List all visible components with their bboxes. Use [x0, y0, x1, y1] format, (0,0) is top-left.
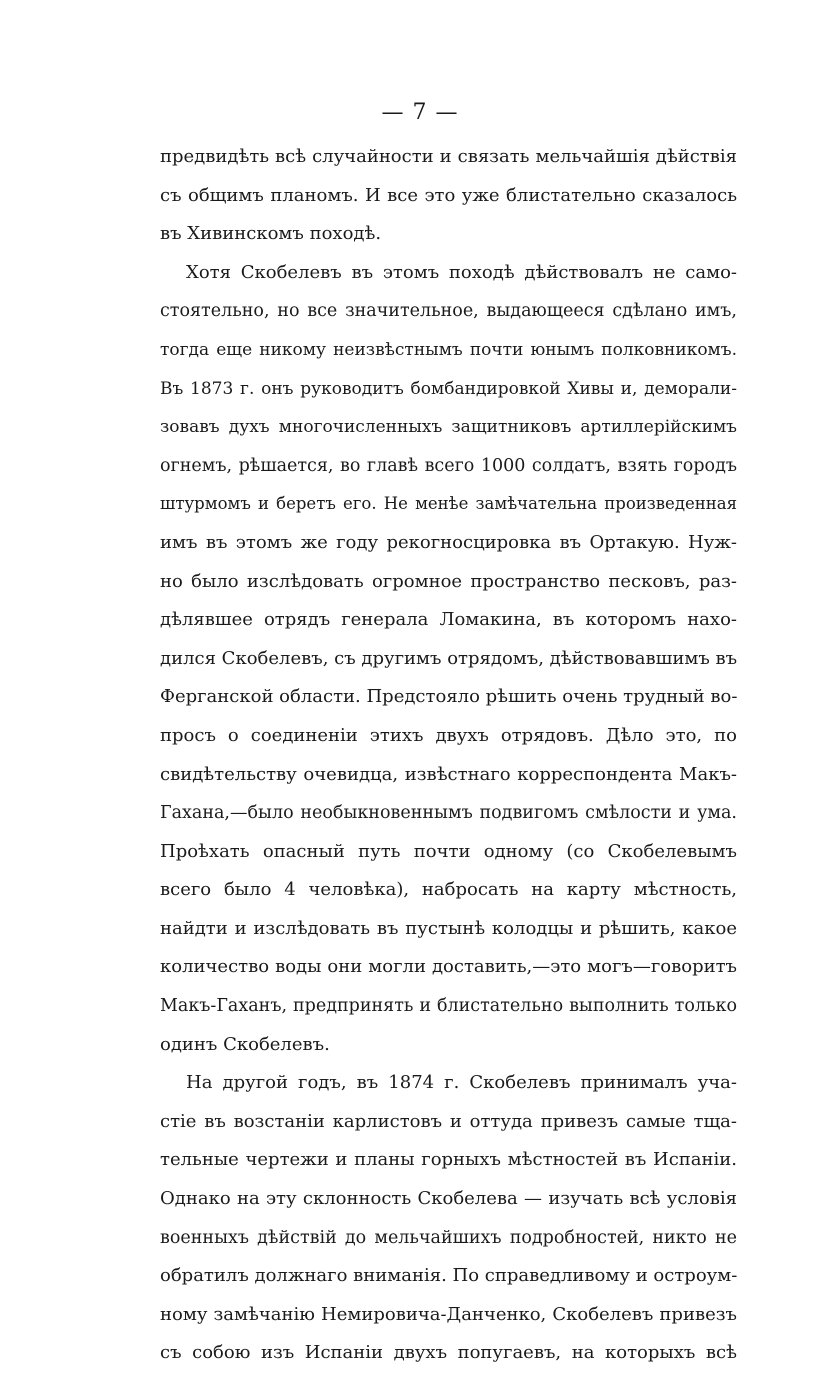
text-line: Макъ-Гаханъ, предпринять и блистательно выполнить только: [160, 996, 737, 1017]
text-line: свидѣтельству очевидца, извѣстнаго корреспондента Макъ-: [160, 763, 737, 785]
text-line: огнемъ, рѣшается, во главѣ всего 1000 солдатъ, взять городъ: [160, 455, 737, 476]
text-line: Гахана,—было необыкновеннымъ подвигомъ смѣлости и ума.: [160, 803, 737, 824]
text-line: дѣлявшее отрядъ генерала Ломакина, въ которомъ нахо-: [160, 609, 737, 631]
text-line: имъ въ этомъ же году рекогносцировка въ Ортакую. Нуж-: [160, 531, 737, 553]
text-line: стоятельно, но все значительное, выдающееся сдѣлано имъ,: [160, 301, 737, 322]
text-line: дился Скобелевъ, съ другимъ отрядомъ, дѣйствовавшимъ въ: [160, 647, 737, 669]
text-line: предвидѣть всѣ случайности и связать мельчайшія дѣйствія: [160, 146, 737, 167]
text-line: Проѣхать опасный путь почти одному (со Скобелевымъ: [160, 840, 737, 862]
text-line: одинъ Скобелевъ.: [160, 1033, 330, 1055]
page-number: — 7 —: [381, 100, 459, 125]
body-text: [160, 138, 737, 1373]
text-line: Ферганской области. Предстояло рѣшить очень трудный во-: [160, 686, 737, 708]
text-line: просъ о соединеніи этихъ двухъ отрядовъ. Дѣло это, по: [160, 724, 737, 746]
text-line: тогда еще никому неизвѣстнымъ почти юнымъ полковникомъ.: [160, 339, 737, 360]
text-line: Въ 1873 г. онъ руководитъ бомбандировкой Хивы и, деморали-: [160, 378, 737, 399]
text-line: найдти и изслѣдовать въ пустынѣ колодцы и рѣшить, какое: [160, 917, 737, 939]
text-line: зовавъ духъ многочисленныхъ защитниковъ артиллерійскимъ: [160, 417, 737, 438]
text-line: военныхъ дѣйствій до мельчайшихъ подробностей, никто не: [160, 1227, 737, 1248]
text-line: съ собою изъ Испаніи двухъ попугаевъ, на которыхъ всѣ: [160, 1342, 737, 1364]
text-line: тельные чертежи и планы горныхъ мѣстностей въ Испаніи.: [160, 1149, 737, 1171]
paragraph-first-line: На другой годъ, въ 1874 г. Скобелевъ принималъ уча-: [186, 1072, 737, 1094]
text-line: Однако на эту склонность Скобелева — изучать всѣ условія: [160, 1188, 737, 1210]
text-line: количество воды они могли доставить,—это могъ—говоритъ: [160, 956, 737, 978]
text-line: штурмомъ и беретъ его. Не менѣе замѣчательна произведенная: [160, 494, 737, 514]
text-line: съ общимъ планомъ. И все это уже блистательно сказалось: [160, 184, 737, 206]
text-line: обратилъ должнаго вниманія. По справедливому и остроум-: [160, 1265, 737, 1287]
text-line: въ Хивинскомъ походѣ.: [160, 223, 382, 245]
text-line: стіе въ возстаніи карлистовъ и оттуда привезъ самые тща-: [160, 1110, 737, 1132]
paragraph-first-line: Хотя Скобелевъ въ этомъ походѣ дѣйствовалъ не само-: [186, 261, 737, 283]
text-line: всего было 4 человѣка), набросать на карту мѣстность,: [160, 879, 737, 901]
text-line: ному замѣчанію Немировича-Данченко, Скобелевъ привезъ: [160, 1303, 737, 1325]
text-line: но было изслѣдовать огромное пространство песковъ, раз-: [160, 570, 737, 592]
